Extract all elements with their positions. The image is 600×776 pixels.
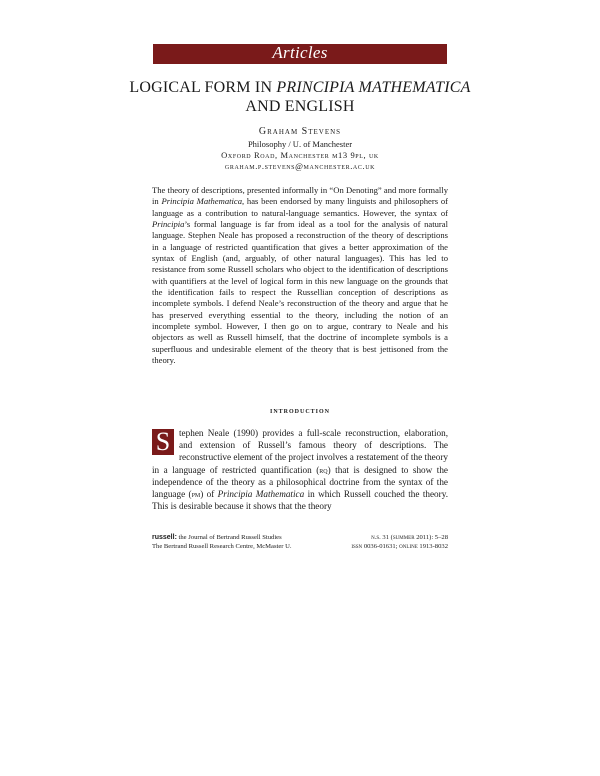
abstract-text-2: , has been endorsed by many linguists and philosophers of language as a contribution to natural-language semantics. However, the syntax of xyxy=(152,196,448,218)
author-name: Graham Stevens xyxy=(258,126,342,137)
journal-name: russell: xyxy=(152,534,177,541)
author-email[interactable]: graham.p.stevens@manchester.ac.uk xyxy=(224,161,376,171)
intro-text-4: in which Russell couched the theory. This is desirable because it shows that the theory xyxy=(152,489,448,512)
abstract-text-1: The theory of descriptions, presented informally in “On Denoting” and more formally in xyxy=(152,185,448,207)
page-footer xyxy=(152,533,448,551)
intro-rq: rq xyxy=(319,464,328,475)
section-title: Articles xyxy=(272,43,328,62)
affiliation-line-1: Philosophy / U. of Manchester xyxy=(247,139,353,149)
abstract-italic-2: Principia xyxy=(152,219,185,230)
abstract-italic-1: Principia Mathematica xyxy=(161,196,243,207)
title-part-1: LOGICAL FORM IN xyxy=(129,79,277,96)
abstract xyxy=(152,185,448,367)
journal-line xyxy=(152,533,282,542)
intro-text-1: tephen Neale (1990) provides a full-scale reconstruction, elaboration, and extension of Russell’s famous theory of descriptions. The reconstructive element of the project involves a restatement of the theory in a language of restricted quantification ( xyxy=(152,428,448,475)
journal-title: the Journal of Bertrand Russell Studies xyxy=(176,534,282,541)
title-italic: PRINCIPIA MATHEMATICA xyxy=(276,79,471,96)
title-part-2: AND ENGLISH xyxy=(245,98,355,115)
introduction-heading: introduction xyxy=(269,406,330,415)
article-title xyxy=(120,78,480,116)
intro-italic: Principia Mathematica xyxy=(217,489,305,500)
abstract-text-3: ’s formal language is far from ideal as a tool for the analysis of natural language. Stephen Neale has proposed a reconstruction of the theory of descriptions in a language of restricted quantification that gives a better approximation of the syntax of English (and, arguably, of other natural languages). This has led to resistance from some Russell scholars who object to the identification of descriptions with quantifiers at the level of logical form in this new language on the grounds that the identification fails to respect the Russellian conception of descriptions as incomplete symbols. I defend Neale’s reconstruction of the theory and argue that he has preserved everything essential to the theory, including the notion of an incomplete symbol. However, I then go on to argue, contrary to Neale and his objectors as well as Russell himself, that the doctrine of incomplete symbols is a superfluous and undesirable element of the theory that is best jettisoned from the theory. xyxy=(152,219,448,366)
intro-text-3: ) of xyxy=(200,489,218,500)
issn-info: issn 0036-01631; online 1913-8032 xyxy=(351,543,448,550)
intro-pm: pm xyxy=(191,489,201,500)
publisher: The Bertrand Russell Research Centre, McMaster U. xyxy=(152,543,292,550)
issue-info: n.s. 31 (summer 2011): 5–28 xyxy=(371,534,448,541)
introduction-body xyxy=(152,427,448,512)
affiliation-line-2: Oxford Road, Manchester m13 9pl, uk xyxy=(221,150,379,160)
drop-cap: S xyxy=(152,429,174,455)
intro-text-2: ) that is designed to show the independence of the theory as a philosophical doctrine from the syntax of the language ( xyxy=(152,464,448,500)
